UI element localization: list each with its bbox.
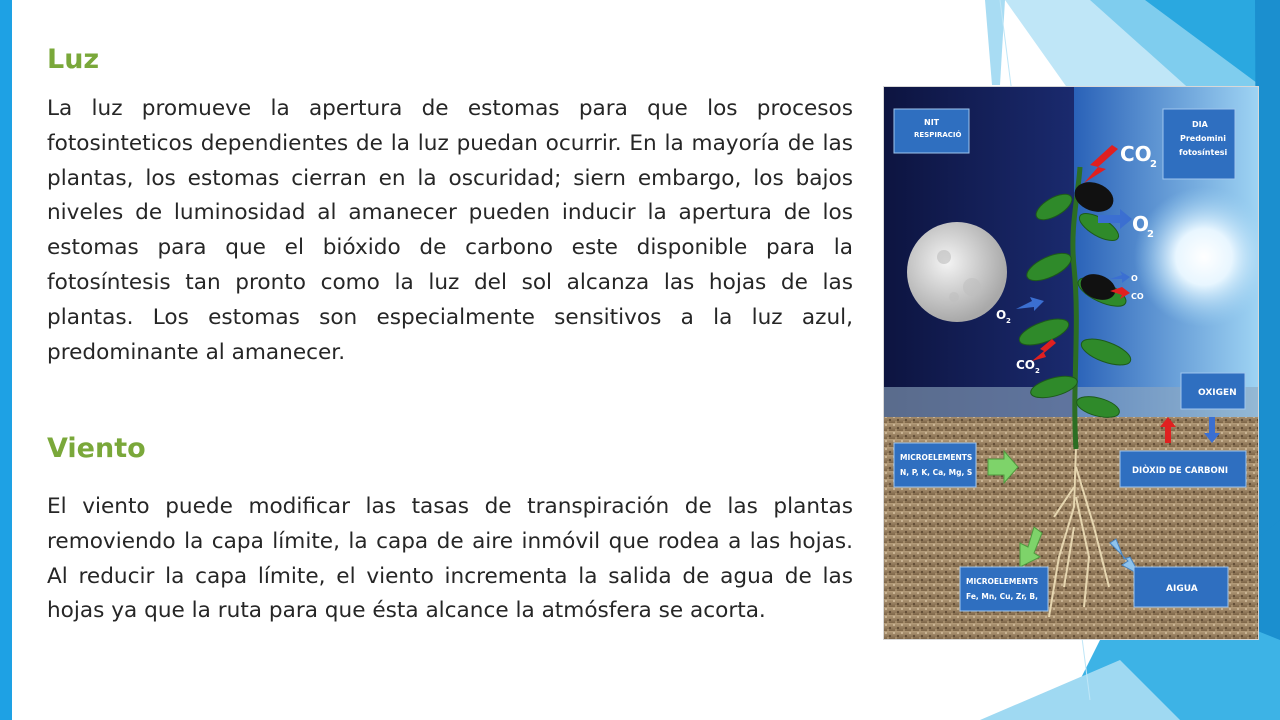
o2-small-left-label: O xyxy=(996,308,1007,322)
o2-large-sub: 2 xyxy=(1147,229,1154,240)
oxigen-text: OXIGEN xyxy=(1198,388,1237,398)
night-label-line1: NIT xyxy=(924,118,940,127)
co2-large-label: CO xyxy=(1120,142,1152,166)
co2-small-left-label: CO xyxy=(1016,358,1036,372)
paragraph-luz: La luz promueve la apertura de estomas para que los procesos fotosinteticos dependientes de la luz puedan ocurrir. En la mayoría de las plantas, los estomas cierran en la oscuridad; siern embargo, los bajos niveles de luminosidad al amanecer pueden inducir la apertura de los estomas para que el bióxido de carbono este disponible para la fotosíntesis tan pronto como la luz del sol alcanza las hojas de las plantas. Los estomas son especialmente sensitivos a la luz azul, predominante al amanecer. xyxy=(47,96,853,365)
night-label-line2: RESPIRACIÓ xyxy=(914,131,962,139)
microelements-top-line2: N, P, K, Ca, Mg, S xyxy=(900,468,973,477)
oxigen-label xyxy=(1181,373,1245,409)
o2-small-left-sub: 2 xyxy=(1006,317,1011,325)
paragraph-viento: El viento puede modificar las tasas de transpiración de las plantas removiendo la capa límite, la capa de aire inmóvil que rodea a las hojas. Al reducir la capa límite, el viento incrementa la salida de agua de las hojas ya que la ruta para que ésta alcance la atmósfera se acorta. xyxy=(47,494,853,624)
o2-large-label: O xyxy=(1132,212,1150,236)
o2-small-right-label: O xyxy=(1131,274,1138,283)
microelements-bottom-line2: Fe, Mn, Cu, Zr, B, xyxy=(966,592,1038,601)
heading-luz: Luz xyxy=(47,44,100,75)
aigua-text: AIGUA xyxy=(1166,584,1198,594)
day-label-line2: Predomini xyxy=(1180,134,1226,143)
dioxid-text: DIÒXID DE CARBONI xyxy=(1132,466,1229,476)
plant-photosynthesis-illustration xyxy=(883,86,1259,640)
day-photosynthesis-label xyxy=(1163,109,1235,179)
co2-large-sub: 2 xyxy=(1150,159,1157,170)
dioxid-label xyxy=(1120,451,1246,487)
co2-small-right-label: CO xyxy=(1131,292,1144,301)
day-label-line1: DIA xyxy=(1192,120,1208,129)
microelements-bottom-line1: MICROELEMENTS xyxy=(966,577,1039,586)
moon-icon xyxy=(907,222,1007,322)
microelements-top-line1: MICROELEMENTS xyxy=(900,453,973,462)
aigua-label xyxy=(1134,567,1228,607)
night-respiration-label xyxy=(894,109,969,153)
co2-small-left-sub: 2 xyxy=(1035,367,1040,375)
heading-viento: Viento xyxy=(47,433,146,464)
day-label-line3: fotosíntesi xyxy=(1179,148,1228,157)
microelements-top-label xyxy=(894,443,976,487)
microelements-bottom-label xyxy=(960,567,1048,611)
